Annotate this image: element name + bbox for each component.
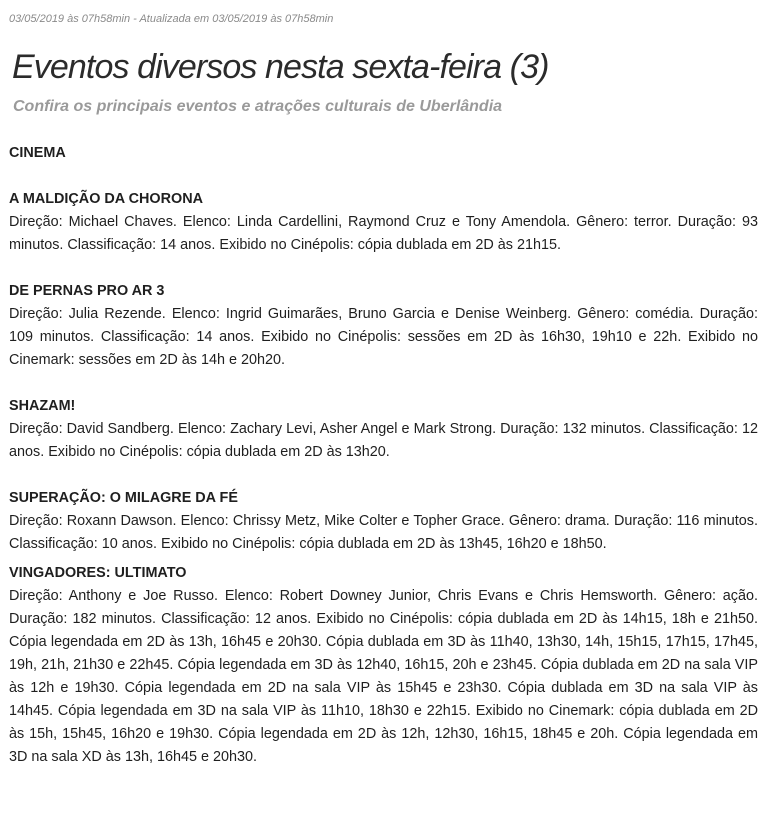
film-description: Direção: David Sandberg. Elenco: Zachary Levi, Asher Angel e Mark Strong. Duração: 132 minutos. Classificação: 12 anos. Exibido no Cinépolis: cópia dublada em 2D às 13h20. — [9, 421, 758, 460]
article-body — [9, 142, 758, 769]
film-description: Direção: Michael Chaves. Elenco: Linda Cardellini, Raymond Cruz e Tony Amendola. Gênero: terror. Duração: 93 minutos. Classificação: 14 anos. Exibido no Cinépolis: cópia dublada em 2D às 21h15. — [9, 214, 758, 253]
film-title: SUPERAÇÃO: O MILAGRE DA FÉ — [9, 490, 238, 506]
publication-dates: 03/05/2019 às 07h58min - Atualizada em 03/05/2019 às 07h58min — [9, 13, 334, 25]
page-title: Eventos diversos nesta sexta-feira (3) — [12, 48, 549, 86]
film-title: DE PERNAS PRO AR 3 — [9, 283, 165, 299]
film-description: Direção: Roxann Dawson. Elenco: Chrissy Metz, Mike Colter e Topher Grace. Gênero: drama. Duração: 116 minutos. Classificação: 10 anos. Exibido no Cinépolis: cópia dublada em 2D às 13h45, 16h20 e 18h50. — [9, 513, 758, 552]
film-entry — [9, 562, 758, 769]
film-entry — [9, 487, 758, 556]
film-description: Direção: Anthony e Joe Russo. Elenco: Robert Downey Junior, Chris Evans e Chris Hemsworth. Gênero: ação. Duração: 182 minutos. Classificação: 12 anos. Exibido no Cinépolis: cópia dublada em 2D às 14h15, 18h e 21h50. Cópia legendada em 2D às 13h, 16h45 e 20h30. Cópia dublada em 3D às 11h40, 13h30, 14h, 15h15, 17h15, 17h45, 19h, 21h, 21h30 e 22h45. Cópia legendada em 3D às 12h40, 16h15, 20h e 23h45. Cópia dublada em 2D na sala VIP às 12h e 19h30. Cópia legendada em 2D na sala VIP às 15h45 e 23h30. Cópia dublada em 3D na sala VIP às 14h45. Cópia legendada em 3D na sala VIP às 11h10, 18h30 e 22h15. Exibido no Cinemark: cópia dublada em 2D às 15h, 15h45, 16h20 e 19h30. Cópia legendada em 2D às 12h, 12h30, 16h15, 18h45 e 20h. Cópia legendada em 3D na sala XD às 13h, 16h45 e 20h30. — [9, 588, 758, 765]
film-entry — [9, 188, 758, 257]
film-title: SHAZAM! — [9, 398, 76, 414]
section-heading-cinema: CINEMA — [9, 145, 66, 161]
film-entry — [9, 280, 758, 372]
film-title: A MALDIÇÃO DA CHORONA — [9, 191, 203, 207]
film-entry — [9, 395, 758, 464]
film-title: VINGADORES: ULTIMATO — [9, 565, 187, 581]
film-description: Direção: Julia Rezende. Elenco: Ingrid Guimarães, Bruno Garcia e Denise Weinberg. Gênero: comédia. Duração: 109 minutos. Classificação: 14 anos. Exibido no Cinépolis: sessões em 2D às 16h30, 19h10 e 22h. Exibido no Cinemark: sessões em 2D às 14h e 20h20. — [9, 306, 758, 368]
page-subtitle: Confira os principais eventos e atrações culturais de Uberlândia — [13, 98, 503, 115]
